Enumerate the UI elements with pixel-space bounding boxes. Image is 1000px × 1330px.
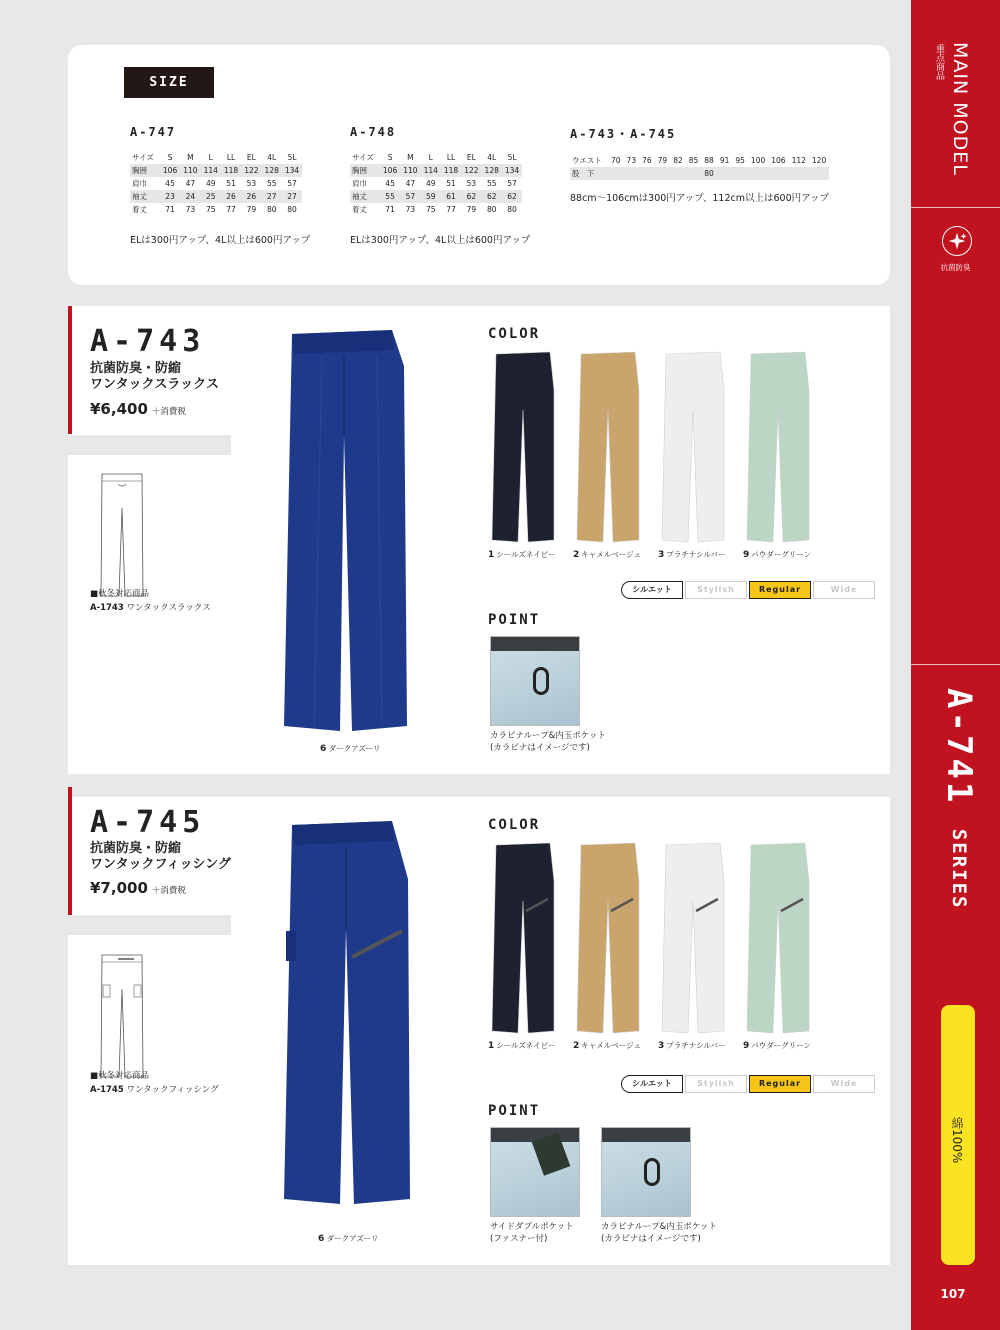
size-cell: 袖丈 — [350, 190, 380, 203]
size-note: ELは300円アップ、4L以上は600円アップ — [350, 235, 531, 246]
size-header-cell: 88 — [704, 156, 714, 165]
size-header-cell: 82 — [673, 156, 683, 165]
size-header-cell: S — [387, 153, 393, 162]
size-cell: 51 — [446, 179, 456, 188]
main-pants-image — [280, 819, 420, 1219]
size-row — [350, 164, 522, 177]
product-name-line1: 抗菌防臭・防縮 — [90, 841, 182, 856]
size-row — [130, 203, 302, 216]
size-header-cell: S — [167, 153, 173, 162]
silhouette-option: Wide — [813, 1075, 875, 1093]
size-row — [350, 203, 522, 216]
series-code: A-741 — [939, 688, 979, 806]
color-swatch-label — [743, 1040, 811, 1051]
size-header-row — [350, 151, 522, 164]
size-header-cell: 73 — [626, 156, 637, 165]
fabric-badge — [941, 1005, 975, 1265]
main-color-num: 6 — [318, 1234, 325, 1244]
point-caption — [490, 730, 606, 754]
size-cell — [717, 167, 733, 180]
size-cell: 55 — [486, 179, 497, 188]
size-row — [350, 190, 522, 203]
color-swatch-image — [658, 841, 728, 1036]
size-cell: 77 — [226, 205, 236, 214]
size-cell: 118 — [441, 164, 461, 177]
size-cell: 106 — [160, 164, 180, 177]
size-row — [350, 177, 522, 190]
size-cell: 75 — [425, 205, 436, 214]
belt-detail — [602, 1128, 690, 1142]
color-name: プラチナシルバー — [666, 550, 726, 559]
size-header-cell: 4L — [267, 153, 277, 162]
price-value: ¥7,000 — [90, 879, 148, 897]
size-cell: 49 — [205, 179, 216, 188]
accent-bar — [68, 787, 72, 915]
size-cell: 53 — [466, 179, 477, 188]
color-num: 2 — [573, 1041, 580, 1051]
color-swatch-label — [573, 549, 641, 560]
size-cell: 47 — [185, 179, 196, 188]
product-name-line2: ワンタックフィッシング — [90, 857, 231, 872]
size-cell: 73 — [185, 205, 196, 214]
size-table-model: A-747 — [130, 125, 177, 139]
size-header-cell: サイズ — [132, 153, 154, 162]
size-table-a748 — [350, 125, 530, 246]
size-header-row — [130, 151, 302, 164]
color-num: 9 — [743, 1041, 750, 1051]
size-cell: 128 — [262, 164, 282, 177]
point-caption-line1: カラビナループ&内玉ポケット — [601, 1222, 717, 1232]
size-header-cell: M — [187, 153, 194, 162]
silhouette-option: Regular — [749, 1075, 811, 1093]
size-cell — [732, 167, 748, 180]
product-code: A-743 — [90, 324, 206, 359]
size-cell: 80 — [266, 205, 277, 214]
size-cell: 79 — [466, 205, 477, 214]
winter-label: ■秋冬対応商品 — [90, 589, 150, 599]
size-cell — [686, 167, 702, 180]
size-header-cell: LL — [226, 153, 236, 162]
size-cell — [624, 167, 640, 180]
color-swatch-image — [573, 350, 643, 545]
size-tag: SIZE — [124, 67, 214, 98]
size-cell — [670, 167, 686, 180]
size-header-row — [570, 154, 829, 167]
size-table-model: A-748 — [350, 125, 397, 139]
size-cell: 75 — [205, 205, 216, 214]
size-grid — [570, 154, 829, 180]
winter-model: A-1745 — [90, 1085, 124, 1095]
size-table-a743-a745 — [570, 125, 829, 204]
page-number: 107 — [940, 1287, 966, 1301]
size-cell: 45 — [385, 179, 395, 188]
size-header-cell: EL — [246, 153, 256, 162]
color-title: COLOR — [488, 326, 541, 342]
color-swatch-label — [488, 1040, 555, 1051]
size-cell — [639, 167, 655, 180]
divider-strip-right — [462, 775, 890, 797]
sparkle-icon — [942, 226, 972, 256]
size-cell: 股 下 — [570, 167, 608, 180]
size-note: ELは300円アップ、4L以上は600円アップ — [130, 235, 311, 246]
size-cell: 23 — [160, 190, 180, 203]
point-caption — [601, 1221, 717, 1245]
carabiner-pocket-photo — [601, 1127, 691, 1217]
size-header-cell: 70 — [611, 156, 621, 165]
price-tax: ＋消費税 — [151, 886, 186, 896]
size-table-a747 — [130, 125, 310, 246]
product-a743 — [68, 306, 890, 774]
winter-label: ■秋冬対応商品 — [90, 1071, 150, 1081]
winter-name: ワンタックスラックス — [126, 603, 211, 613]
side-double-pocket-photo — [490, 1127, 580, 1217]
price-value: ¥6,400 — [90, 400, 148, 418]
size-cell: 80 — [701, 167, 717, 180]
side-band — [911, 0, 1000, 1330]
size-header-cell: 5L — [507, 153, 517, 162]
winter-info — [90, 587, 211, 615]
color-name: パウダーグリーン — [751, 1041, 812, 1050]
size-cell: 80 — [287, 205, 297, 214]
color-name: プラチナシルバー — [666, 1041, 726, 1050]
size-cell: 80 — [486, 205, 497, 214]
point-caption-line1: サイドダブルポケット — [490, 1222, 574, 1232]
size-cell — [608, 167, 624, 180]
size-row — [130, 177, 302, 190]
size-header-cell: ウエスト — [572, 156, 602, 165]
badge-label: 抗菌防臭 — [940, 263, 971, 272]
point-caption-line2: (カラビナはイメージです) — [490, 743, 590, 753]
band-divider — [911, 664, 1000, 665]
color-swatch-label — [658, 549, 725, 560]
main-pants-image — [282, 326, 412, 746]
size-cell: 26 — [241, 190, 261, 203]
size-grid — [350, 151, 522, 216]
size-cell: 71 — [385, 205, 395, 214]
main-color-caption — [318, 1233, 378, 1244]
band-divider — [911, 207, 1000, 208]
point-title: POINT — [488, 1103, 541, 1119]
size-cell: 胸囲 — [350, 164, 380, 177]
color-num: 1 — [488, 550, 495, 560]
size-cell: 118 — [221, 164, 241, 177]
size-cell: 73 — [405, 205, 416, 214]
series-word: SERIES — [948, 828, 970, 910]
size-cell: 胸囲 — [130, 164, 160, 177]
size-cell: 106 — [380, 164, 400, 177]
color-name: キャメルベージュ — [581, 1041, 641, 1050]
product-a745 — [68, 797, 890, 1265]
color-num: 1 — [488, 1041, 495, 1051]
size-cell: 122 — [241, 164, 261, 177]
size-header-cell: 112 — [791, 156, 806, 165]
silhouette-option: Stylish — [685, 581, 747, 599]
color-swatch-label — [658, 1040, 725, 1051]
color-swatch-image — [658, 350, 728, 545]
silhouette-option: Stylish — [685, 1075, 747, 1093]
size-cell: 47 — [405, 179, 416, 188]
size-header-cell: 95 — [735, 156, 745, 165]
size-cell: 134 — [502, 164, 522, 177]
size-cell: 62 — [482, 190, 502, 203]
size-cell: 114 — [201, 164, 221, 177]
size-cell: 114 — [421, 164, 441, 177]
size-cell: 128 — [482, 164, 502, 177]
main-color-name: ダークアズーリ — [326, 1234, 379, 1243]
product-name — [90, 361, 219, 393]
size-cell — [748, 167, 768, 180]
color-swatch-image — [573, 841, 643, 1036]
color-swatch-label — [743, 549, 811, 560]
belt-detail — [491, 637, 579, 651]
size-header-cell: 85 — [688, 156, 699, 165]
fabric-text: 綿100% — [950, 1117, 964, 1164]
size-cell — [789, 167, 809, 180]
product-price — [90, 400, 186, 418]
flat-sketch-icon — [98, 468, 146, 598]
color-name: シールズネイビー — [496, 550, 556, 559]
color-swatch-image — [488, 841, 558, 1036]
size-cell: 55 — [266, 179, 277, 188]
point-title: POINT — [488, 612, 541, 628]
carabiner-detail — [644, 1158, 660, 1186]
point-caption-line2: (ファスナー付) — [490, 1234, 548, 1244]
silhouette-option: Regular — [749, 581, 811, 599]
size-header-cell: 120 — [811, 156, 827, 165]
size-header-cell: 5L — [287, 153, 297, 162]
product-name — [90, 841, 231, 873]
size-cell: 27 — [282, 190, 302, 203]
size-header-cell: LL — [446, 153, 456, 162]
color-swatch-image — [488, 350, 558, 545]
product-price — [90, 879, 186, 897]
size-panel — [68, 45, 890, 285]
size-cell: 25 — [201, 190, 221, 203]
size-row — [570, 167, 829, 180]
color-title: COLOR — [488, 817, 541, 833]
size-cell: 134 — [282, 164, 302, 177]
product-name-line2: ワンタックスラックス — [90, 377, 219, 392]
size-cell: 62 — [502, 190, 522, 203]
size-header-cell: 100 — [750, 156, 766, 165]
silhouette-scale — [621, 1075, 877, 1093]
size-header-cell: EL — [466, 153, 476, 162]
size-row — [130, 190, 302, 203]
size-cell: 55 — [380, 190, 400, 203]
size-cell: 57 — [507, 179, 517, 188]
size-note: 88cm～106cmは300円アップ、112cm以上は600円アップ — [570, 193, 829, 204]
main-color-caption — [320, 743, 380, 754]
color-num: 9 — [743, 550, 750, 560]
size-cell — [809, 167, 829, 180]
size-cell: 79 — [246, 205, 257, 214]
size-header-cell: M — [407, 153, 414, 162]
size-cell — [655, 167, 671, 180]
silhouette-label: シルエット — [621, 581, 683, 599]
series-title — [939, 688, 979, 909]
color-name: キャメルベージュ — [581, 550, 641, 559]
product-name-line1: 抗菌防臭・防縮 — [90, 361, 182, 376]
winter-info — [90, 1069, 219, 1097]
point-caption-line2: (カラビナはイメージです) — [601, 1234, 701, 1244]
size-table-model: A-743・A-745 — [570, 127, 677, 141]
main-color-num: 6 — [320, 744, 327, 754]
size-cell: 110 — [400, 164, 420, 177]
carabiner-pocket-photo — [490, 636, 580, 726]
point-caption — [490, 1221, 574, 1245]
size-cell: 27 — [262, 190, 282, 203]
size-cell: 57 — [400, 190, 420, 203]
divider-strip — [68, 915, 231, 935]
size-header-cell: L — [208, 153, 213, 162]
silhouette-scale — [621, 581, 877, 599]
color-swatch-image — [743, 841, 813, 1036]
main-model-sub: 重点商品 — [934, 44, 944, 80]
size-cell: 51 — [226, 179, 236, 188]
size-cell: 49 — [425, 179, 436, 188]
color-swatch-label — [573, 1040, 641, 1051]
size-cell: 肩巾 — [352, 179, 367, 188]
size-cell: 61 — [441, 190, 461, 203]
size-cell: 26 — [221, 190, 241, 203]
size-header-cell: 106 — [771, 156, 786, 165]
color-name: シールズネイビー — [496, 1041, 556, 1050]
size-cell: 59 — [421, 190, 441, 203]
size-header-cell: 79 — [657, 156, 668, 165]
main-model-label: MAIN MODEL — [949, 42, 971, 176]
size-cell: 77 — [446, 205, 456, 214]
size-cell: 着丈 — [132, 205, 147, 214]
color-num: 3 — [658, 550, 665, 560]
size-cell: 80 — [507, 205, 517, 214]
color-num: 3 — [658, 1041, 665, 1051]
size-header-cell: L — [428, 153, 433, 162]
color-swatch-image — [743, 350, 813, 545]
product-code: A-745 — [90, 805, 206, 840]
size-cell: 71 — [165, 205, 175, 214]
size-header-cell: 4L — [487, 153, 497, 162]
price-tax: ＋消費税 — [151, 407, 186, 417]
size-cell: 45 — [165, 179, 175, 188]
size-cell: 62 — [461, 190, 481, 203]
winter-model: A-1743 — [90, 603, 124, 613]
color-num: 2 — [573, 550, 580, 560]
winter-name: ワンタックフィッシング — [126, 1085, 219, 1095]
size-header-cell: 91 — [719, 156, 730, 165]
silhouette-label: シルエット — [621, 1075, 683, 1093]
size-cell: 110 — [180, 164, 200, 177]
size-header-cell: 76 — [642, 156, 652, 165]
point-caption-line1: カラビナループ&内玉ポケット — [490, 731, 606, 741]
color-name: パウダーグリーン — [751, 550, 812, 559]
size-cell: 肩巾 — [132, 179, 147, 188]
size-cell: 53 — [246, 179, 257, 188]
accent-bar — [68, 306, 72, 434]
size-cell — [768, 167, 788, 180]
divider-strip — [68, 435, 231, 455]
size-grid — [130, 151, 302, 216]
size-cell: 122 — [461, 164, 481, 177]
size-cell: 着丈 — [352, 205, 367, 214]
color-swatch-label — [488, 549, 555, 560]
size-cell: 57 — [287, 179, 297, 188]
size-cell: 24 — [180, 190, 200, 203]
size-header-cell: サイズ — [352, 153, 374, 162]
main-color-name: ダークアズーリ — [328, 744, 381, 753]
silhouette-option: Wide — [813, 581, 875, 599]
size-row — [130, 164, 302, 177]
size-cell: 袖丈 — [130, 190, 160, 203]
flat-sketch-icon — [98, 949, 146, 1079]
carabiner-detail — [533, 667, 549, 695]
